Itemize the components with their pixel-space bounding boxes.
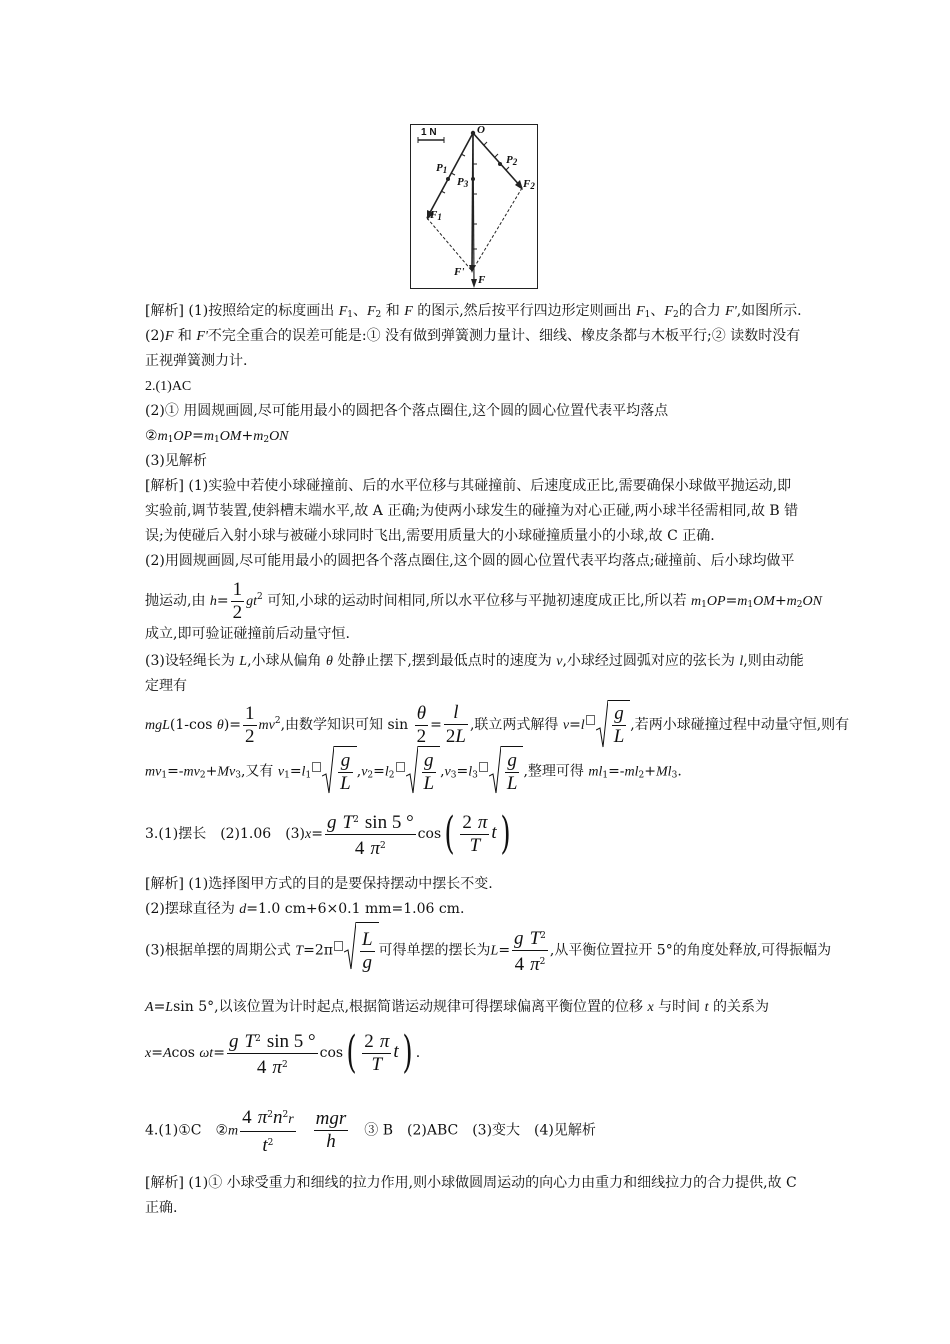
answer-2-1: 2.(1)AC: [145, 379, 192, 394]
label-F2: $F_2$: [523, 178, 535, 191]
answer-2-3: (3)见解析: [145, 453, 207, 469]
analysis-2-line-8: 定理有: [145, 678, 187, 694]
analysis-2-line-6: 成立,即可验证碰撞前后动量守恒.: [145, 626, 350, 642]
vector-F: [473, 133, 474, 284]
analysis-line-1: [解析] (1)按照给定的标度画出 $F_1$、$F_2$ 和 F 的图示,然后按平行四边形定则画出 $F_1$、$F_2$的合力 F',如图所示.: [145, 303, 802, 320]
analysis-2-line-7: (3)设轻绳长为 L,小球从偏角 θ 处静止摆下,摆到最低点时的速度为 v,小球经过圆弧对应的弦长为 l,则由动能: [145, 653, 804, 669]
answer-2-2-formula: $②m_1OP=m_1OM+m_2ON$: [145, 428, 289, 445]
analysis-2-line-9: mgL(1-cos θ)= $\frac{1}{2}$ $mv^2$,由数学知识可知 sin $\frac{\theta}{2}$ = $\frac{l}{2L}$ ,联立两式解得 v=l $\frac{g}{L}$ ,若两小球碰撞过程中动量守恒,则有: [145, 696, 810, 751]
analysis-2-line-2: 实验前,调节装置,使斜槽末端水平,故 A 正确;为使两小球发生的碰撞为对心正碰,两小球半径需相同,故 B 错: [145, 503, 799, 519]
scale-label: 1 N: [421, 127, 437, 138]
label-F1: $F_1$: [430, 209, 442, 222]
analysis-2-line-4: (2)用圆规画圆,尽可能用最小的圆把各个落点圈住,这个圆的圆心位置代表平均落点;碰撞前、后小球均做平: [145, 553, 795, 569]
analysis-4-line-1: [解析] (1)① 小球受重力和细线的拉力作用,则小球做圆周运动的向心力由重力和细线拉力的合力提供,故 C: [145, 1175, 797, 1191]
answer-2-2: (2)① 用圆规画圆,尽可能用最小的圆把各个落点圈住,这个圆的圆心位置代表平均落点: [145, 403, 669, 419]
label-F: F: [478, 274, 486, 286]
analysis-2-line-1: [解析] (1)实验中若使小球碰撞前、后的水平位移与其碰撞前、后速度成正比,需要确保小球做平抛运动,即: [145, 478, 792, 494]
analysis-3-line-5: x=Acos ωt= $\frac{g T^2 \sin 5 ^\circ}{4 \pi^2}$ cos( $\frac{2 \pi}{T}$ t) .: [145, 1027, 421, 1078]
analysis-line-2: (2)F 和 F'不完全重合的误差可能是:① 没有做到弹簧测力量计、细线、橡皮条都与木板平行;② 读数时没有: [145, 328, 801, 344]
label-P2: $P_2$: [506, 154, 518, 167]
answer-4: 4.(1)①C ②m $\frac{4 \pi^2n^2r}{t^2}$ $\frac{\text{mgr}}{h}$ ③ B (2)ABC (3)变大 (4)见解析: [145, 1104, 810, 1157]
parallel-line-2: [472, 188, 522, 271]
label-O: O: [477, 124, 485, 136]
analysis-2-line-3: 误;为使碰后入射小球与被碰小球同时飞出,需要用质量大的小球碰撞质量小的小球,故 C 正确.: [145, 528, 715, 544]
analysis-3-line-2: (2)摆球直径为 d=1.0 cm+6×0.1 mm=1.06 cm.: [145, 901, 465, 917]
answer-3: 3.(1)摆长 (2)1.06 (3)x= $\frac{g T^2 \sin 5 ^\circ}{4 \pi^2}$ cos( $\frac{2 \pi}{T}$ t): [145, 808, 511, 859]
analysis-2-line-10: $mv_1=-mv_2+Mv_3$,又有 $v_1=l_1$ $\frac{g}{L}$ $,v_2=l_2$ $\frac{g}{L}$ $,v_3=l_3$ $\frac{g}{L}$ ,整理可得 $ml_1=-ml_2+Ml_3$.: [145, 746, 810, 801]
label-Fprime: F': [454, 266, 465, 278]
force-diagram-figure: [410, 124, 538, 289]
analysis-3-line-3: (3)根据单摆的周期公式 T=2π $\frac{L}{g}$ 可得单摆的摆长为L= $\frac{g T^2}{4 \pi^2}$ ,从平衡位置拉开 5°的角度处释放,可得振幅为: [145, 922, 810, 980]
label-P1: $P_1$: [436, 162, 448, 175]
analysis-4-line-2: 正确.: [145, 1200, 178, 1216]
analysis-3-line-4: A=Lsin 5°,以该位置为计时起点,根据简谐运动规律可得摆球偏离平衡位置的位移 x 与时间 t 的关系为: [145, 999, 769, 1015]
parallel-line-1: [427, 218, 472, 271]
analysis-3-line-1: [解析] (1)选择图甲方式的目的是要保持摆动中摆长不变.: [145, 876, 493, 892]
label-P3: $P_3$: [457, 176, 469, 189]
analysis-line-3: 正视弹簧测力计.: [145, 353, 248, 369]
analysis-2-line-5: 抛运动,由 h= $\frac{1}{2}$ $gt^2$ 可知,小球的运动时间相同,所以水平位移与平抛初速度成正比,所以若 $m_1OP=m_1OM+m_2ON$: [145, 578, 822, 623]
